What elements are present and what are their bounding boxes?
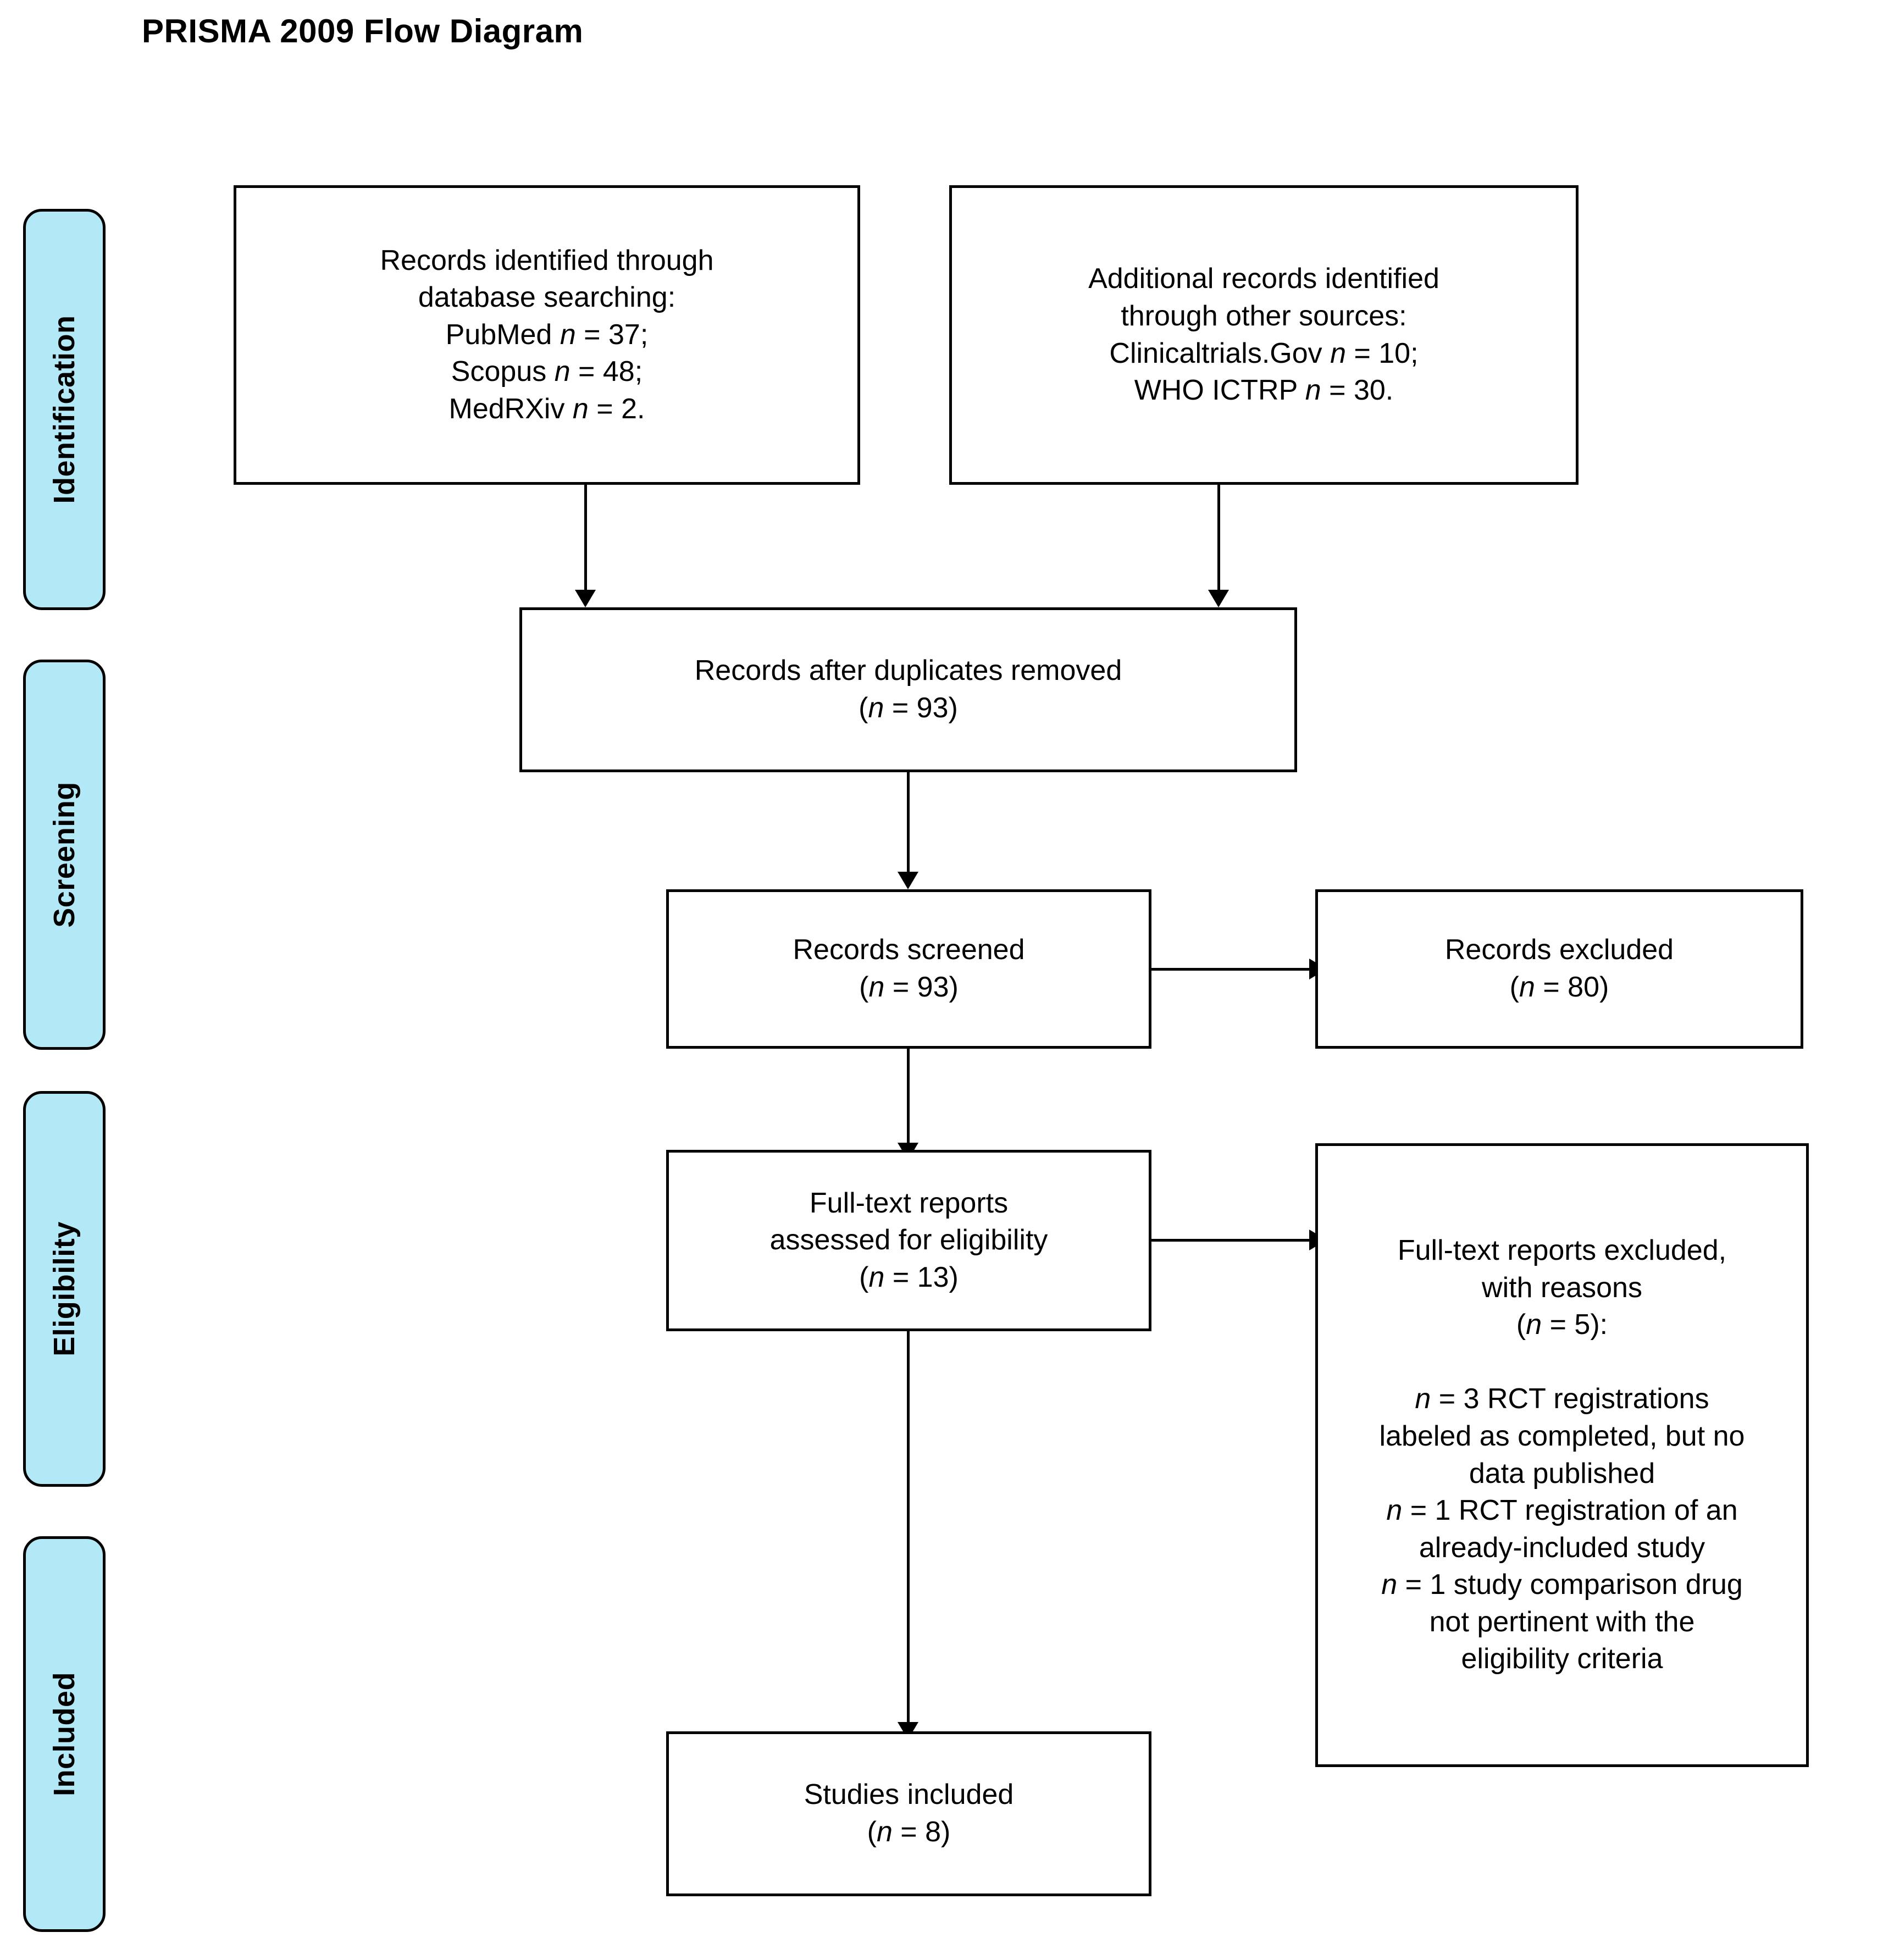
stage-label-identification: [23, 209, 106, 610]
connector-other-to-duplicates: [1217, 485, 1220, 592]
box-additional-records-other-sources-text: Additional records identified through other sources: Clinicaltrials.Gov n = 10; WHO ICTRP n = 30.: [1088, 263, 1439, 407]
box-fulltext-assessed-text: Full-text reports assessed for eligibility (n = 13): [769, 1187, 1048, 1293]
arrowhead-other-to-duplicates: [1208, 590, 1229, 607]
arrowhead-db-to-duplicates: [575, 590, 596, 607]
box-fulltext-assessed: [666, 1150, 1151, 1331]
page-title: PRISMA 2009 Flow Diagram: [142, 13, 584, 49]
box-records-identified-database-text: Records identified through database searching: PubMed n = 37; Scopus n = 48; MedRXiv n = 2.: [380, 244, 714, 425]
stage-label-eligibility: [23, 1091, 106, 1487]
box-additional-records-other-sources: [949, 185, 1579, 485]
box-records-identified-database: [234, 185, 860, 485]
stage-label-included: [23, 1536, 106, 1932]
connector-fulltext-to-included: [907, 1331, 910, 1724]
box-studies-included: [666, 1731, 1151, 1896]
box-records-excluded: [1315, 889, 1803, 1049]
connector-db-to-duplicates: [584, 485, 587, 592]
box-records-excluded-text: Records excluded (n = 80): [1444, 934, 1674, 1003]
stage-label-eligibility-text: Eligibility: [48, 1221, 81, 1357]
connector-duplicates-to-screened: [907, 772, 910, 874]
box-records-screened: [666, 889, 1151, 1049]
connector-screened-to-excluded: [1151, 968, 1311, 971]
stage-label-identification-text: Identification: [48, 315, 81, 504]
box-records-after-duplicates-removed-text: Records after duplicates removed (n = 93): [694, 655, 1122, 724]
connector-fulltext-to-excluded: [1151, 1239, 1311, 1242]
box-records-after-duplicates-removed: [519, 607, 1297, 772]
stage-label-screening-text: Screening: [48, 782, 81, 928]
arrowhead-duplicates-to-screened: [898, 872, 918, 889]
box-fulltext-excluded-with-reasons: [1315, 1143, 1809, 1767]
stage-label-included-text: Included: [48, 1671, 81, 1797]
connector-screened-to-fulltext: [907, 1049, 910, 1145]
box-fulltext-excluded-with-reasons-text: Full-text reports excluded, with reasons (n = 5): n = 3 RCT registrations labeled as completed, but no data published n = 1 RCT registration of an already-included study n = 1 study comparison drug not pertinent with the eligibility criteria: [1379, 1234, 1745, 1675]
box-studies-included-text: Studies included (n = 8): [804, 1779, 1014, 1848]
box-records-screened-text: Records screened (n = 93): [793, 934, 1025, 1003]
stage-label-screening: [23, 660, 106, 1050]
